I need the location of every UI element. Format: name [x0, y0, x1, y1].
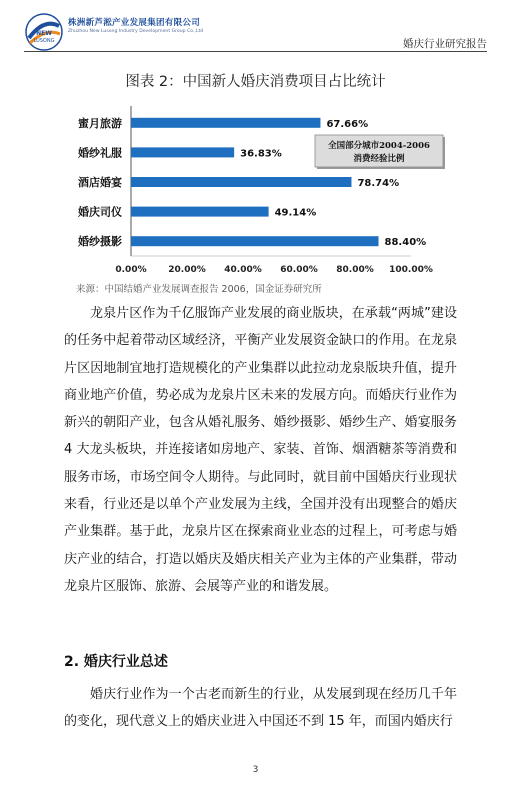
value-label: 36.83% [240, 148, 282, 160]
value-label: 78.74% [357, 178, 400, 189]
annotation-line-1: 全国部分城市2004-2006 [328, 141, 430, 151]
x-tick-label: 20.00% [168, 265, 206, 275]
category-label: 蜜月旅游 [78, 116, 122, 130]
header-rule [24, 51, 487, 52]
section-heading: 2. 婚庆行业总述 [64, 654, 168, 670]
svg-text:NEW: NEW [36, 30, 52, 37]
company-name-cn: 株洲新芦淞产业发展集团有限公司 [68, 18, 201, 28]
x-tick-label: 100.00% [389, 265, 433, 275]
category-label: 婚纱礼服 [78, 146, 122, 160]
company-logo-icon [24, 12, 64, 52]
x-tick-label: 40.00% [224, 265, 262, 275]
x-tick-label: 0.00% [115, 265, 147, 275]
company-logo [24, 12, 224, 52]
body-paragraph-2: 婚庆行业作为一个古老而新生的行业，从发展到现在经历几千年的变化，现代意义上的婚庆业进入中国还不到 15 年，而国内婚庆行 [64, 687, 457, 730]
x-tick-label: 60.00% [280, 265, 318, 275]
body-paragraph-1: 龙泉片区作为千亿服饰产业发展的商业版块，在承载“两城”建设的任务中起着带动区域经济，平衡产业发展资金缺口的作用。在龙泉片区因地制宜地打造规模化的产业集群以此拉动龙泉版块升值，提升商业地产价值，势必成为龙泉片区未来的发展方向。而婚庆行业作为新兴的朝阳产业，包含从婚礼服务、婚纱摄影、婚纱生产、婚宴服务 4 大龙头板块，并连接诸如房地产、家装、首饰、烟酒糖茶等消费和服务市场，市场空间令人期待。与此同时，就目前中国婚庆行业现状来看，行业还是以单个产业发展为主线，全国并没有出现整合的婚庆产业集群。基于此，龙泉片区在探索商业业态的过程上，可考虑与婚庆产业的结合，打造以婚庆及婚庆相关产业为主体的产业集群，带动龙泉片区服饰、旅游、会展等产业的和谐发展。 [64, 306, 457, 594]
bar-5 [131, 236, 379, 246]
company-name-en: Zhuzhou New Lusong Industry Development Group Co.,Ltd [68, 29, 204, 34]
bar-chart [0, 98, 511, 278]
bar-chart-svg [0, 98, 511, 278]
source-note: 来源：中国结婚产业发展调查报告 2006，国金证券研究所 [76, 284, 322, 295]
bar-3 [131, 177, 351, 187]
page-header [0, 0, 511, 56]
bar-1 [131, 118, 320, 128]
category-label: 婚纱摄影 [78, 235, 122, 249]
category-label: 酒店婚宴 [78, 176, 122, 189]
bar-2 [131, 147, 234, 157]
value-label: 67.66% [326, 118, 369, 130]
value-label: 88.40% [384, 237, 427, 249]
page-number: 3 [252, 765, 259, 775]
category-label: 婚庆司仪 [78, 205, 122, 219]
x-tick-label: 80.00% [336, 265, 374, 275]
annotation-line-2: 消费经验比例 [353, 154, 405, 164]
report-name: 婚庆行业研究报告 [403, 38, 487, 50]
svg-text:LUSONG: LUSONG [33, 38, 55, 44]
bar-4 [131, 207, 269, 217]
value-label: 49.14% [274, 207, 317, 219]
chart-title: 图表 2：中国新人婚庆消费项目占比统计 [125, 74, 386, 90]
